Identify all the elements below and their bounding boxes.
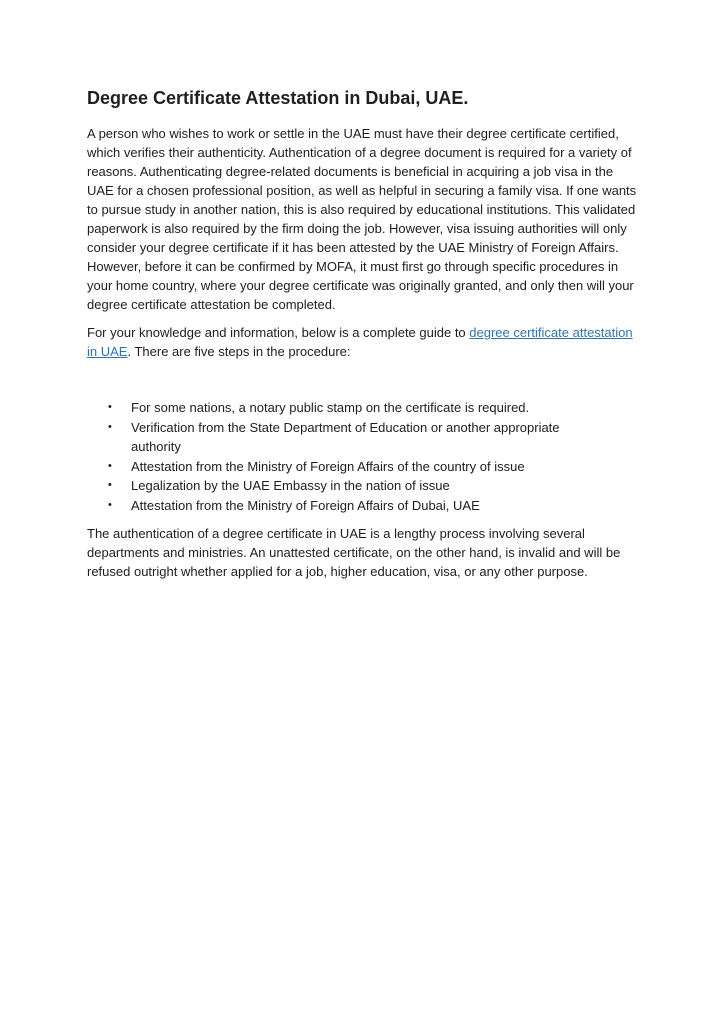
list-item [108, 476, 637, 496]
bullet-icon: • [108, 401, 112, 413]
bullet-icon: • [108, 459, 112, 472]
step-text: For some nations, a notary public stamp on the certificate is required. [131, 400, 530, 415]
step-text: Verification from the State Department of Education or another appropriate authority [131, 419, 560, 454]
list-item [108, 496, 637, 516]
intro-paragraph: A person who wishes to work or settle in the UAE must have their degree certificate certified, which verifies their authenticity. Authentication of a degree document is required for a variety of reasons. Authenticating degree-related documents is beneficial in acquiring a job visa in the UAE for a chosen professional position, as well as helpful in securing a family visa. If one wants to pursue study in another nation, this is also required by educational institutions. This validated paperwork is also required by the firm doing the job. However, visa issuing authorities will only consider your degree certificate if it has been attested by the UAE Ministry of Foreign Affairs. However, before it can be confirmed by MOFA, it must first go through specific procedures in your home country, where your degree certificate was originally granted, and only then will your degree certificate attestation be completed. [87, 126, 637, 312]
guide-paragraph [87, 323, 637, 361]
guide-text-before-link: For your knowledge and information, below is a complete guide to [87, 325, 470, 340]
closing-paragraph: The authentication of a degree certificate in UAE is a lengthy process involving several departments and ministries. An unattested certificate, on the other hand, is invalid and will be refused outright whether applied for a job, higher education, visa, or any other purpose. [87, 526, 621, 579]
blank-line [87, 370, 637, 398]
step-text: Attestation from the Ministry of Foreign Affairs of Dubai, UAE [131, 497, 480, 513]
list-item [108, 457, 637, 477]
list-item [108, 398, 637, 418]
guide-text-after-link: . There are five steps in the procedure: [127, 344, 351, 359]
document-page [87, 86, 637, 590]
bullet-icon: • [108, 498, 112, 511]
steps-list [87, 398, 637, 515]
list-item [108, 418, 637, 457]
step-text: Attestation from the Ministry of Foreign Affairs of the country of issue [131, 458, 525, 474]
degree-attestation-link[interactable]: degree certificate attestation in UAE [87, 325, 633, 359]
step-text: Legalization by the UAE Embassy in the nation of issue [131, 478, 450, 493]
bullet-icon: • [108, 479, 112, 491]
document-title: Degree Certificate Attestation in Dubai, UAE. [87, 88, 469, 108]
bullet-icon: • [108, 420, 112, 433]
